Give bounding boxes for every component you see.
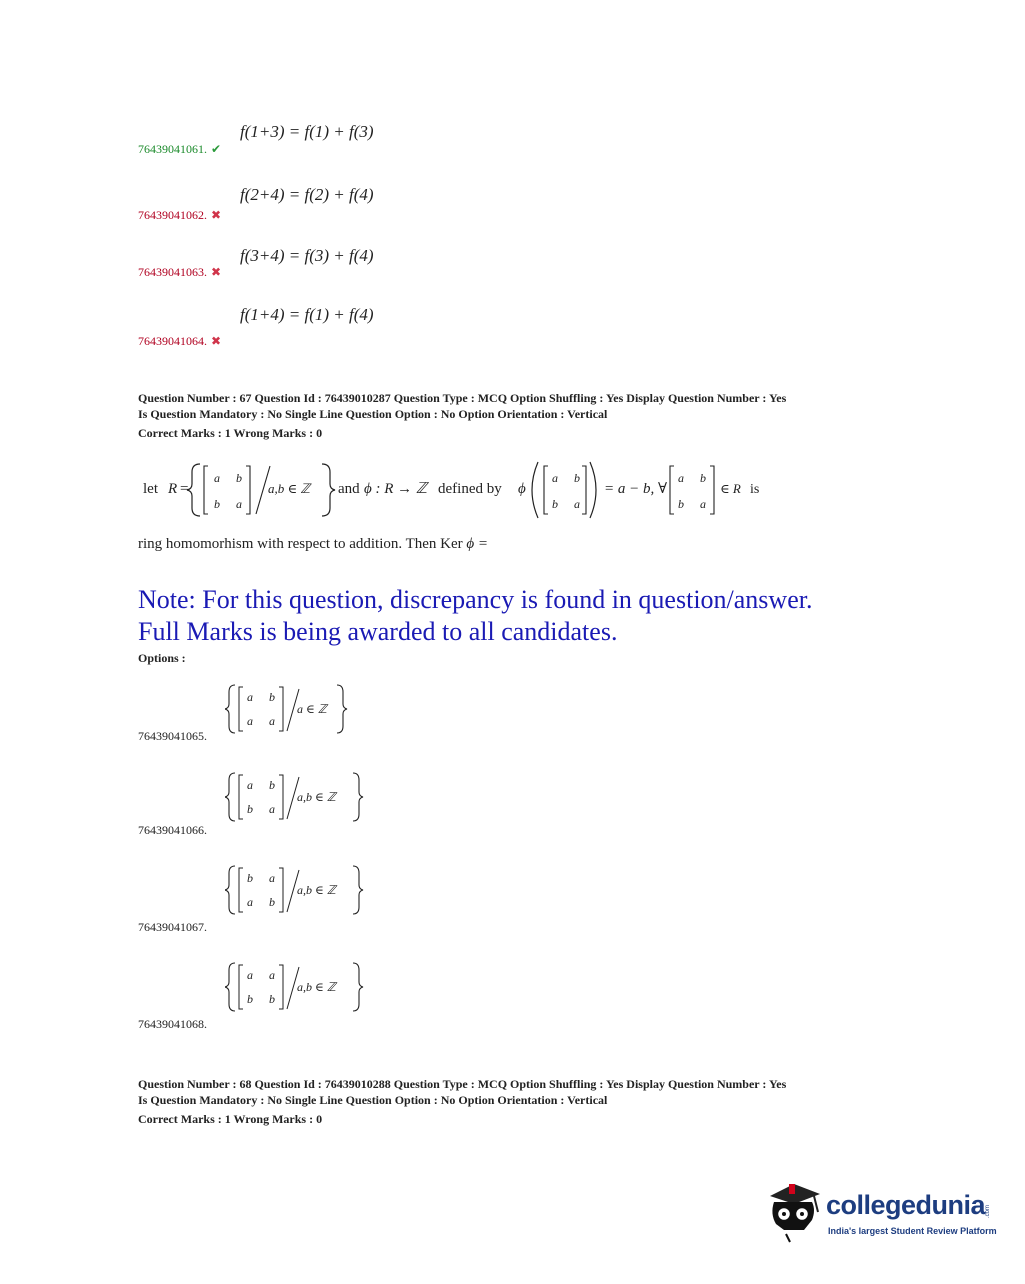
note-line: Full Marks is being awarded to all candidates. bbox=[138, 617, 618, 646]
option-math bbox=[225, 961, 375, 1013]
matrix-entry: a bbox=[269, 871, 275, 885]
question-text: ring homomorhism with respect to addition. Then Ker bbox=[138, 536, 463, 552]
set-condition: a,b ∈ ℤ bbox=[297, 790, 336, 804]
matrix-bracket-left bbox=[239, 965, 243, 1009]
set-condition: a ∈ ℤ bbox=[297, 702, 327, 716]
left-brace bbox=[225, 866, 235, 914]
right-brace bbox=[353, 963, 363, 1011]
matrix-entry: a bbox=[269, 802, 275, 816]
meta-line: Correct Marks : 1 Wrong Marks : 0 bbox=[138, 426, 323, 440]
matrix-entry: b bbox=[214, 497, 220, 511]
matrix-entry: b bbox=[269, 778, 275, 792]
discrepancy-note bbox=[138, 584, 812, 648]
option-id: 76439041065. bbox=[138, 729, 207, 743]
meta-line: Correct Marks : 1 Wrong Marks : 0 bbox=[138, 1112, 323, 1126]
option-id: 76439041063. bbox=[138, 265, 207, 279]
option-formula: f(2+4) = f(2) + f(4) bbox=[240, 185, 374, 204]
option-row bbox=[138, 263, 221, 281]
matrix-bracket-left bbox=[239, 775, 243, 819]
question-meta bbox=[138, 390, 958, 441]
set-symbol: R bbox=[168, 481, 178, 497]
mascot-icon bbox=[764, 1176, 826, 1246]
matrix-entry: b bbox=[247, 871, 253, 885]
paren-left bbox=[532, 462, 538, 518]
ker-phi: ϕ = bbox=[466, 536, 489, 552]
option-row bbox=[138, 140, 221, 158]
note-line: Note: For this question, discrepancy is found in question/answer. bbox=[138, 585, 813, 614]
option-id: 76439041064. bbox=[138, 334, 207, 348]
right-brace bbox=[322, 464, 335, 516]
set-condition: a,b ∈ ℤ bbox=[297, 883, 336, 897]
logo-com: .com bbox=[985, 1204, 991, 1218]
matrix-bracket-right bbox=[246, 466, 250, 514]
paren-right bbox=[590, 462, 596, 518]
question-statement bbox=[138, 458, 788, 522]
phi-symbol: ϕ bbox=[518, 481, 526, 497]
matrix-bracket-right bbox=[710, 466, 714, 514]
and-text: and bbox=[338, 481, 360, 497]
matrix-entry: b bbox=[269, 992, 275, 1006]
left-brace bbox=[225, 685, 235, 733]
option-math bbox=[225, 864, 375, 916]
defined-by-text: defined by bbox=[438, 481, 502, 497]
option-math bbox=[225, 771, 375, 823]
logo-name: collegedunia bbox=[826, 1190, 986, 1220]
matrix-entry: a bbox=[247, 968, 253, 982]
matrix-entry: b bbox=[574, 471, 580, 485]
matrix-entry: a bbox=[269, 968, 275, 982]
matrix-entry: a bbox=[678, 471, 684, 485]
option-row bbox=[138, 206, 221, 224]
options-label: Options : bbox=[138, 651, 186, 665]
let-text: let bbox=[143, 481, 158, 497]
option-formula: f(3+4) = f(3) + f(4) bbox=[240, 246, 374, 265]
matrix-entry: a bbox=[269, 714, 275, 728]
map-value: = a − b, ∀ bbox=[604, 481, 668, 497]
logo-tagline: India's largest Student Review Platform bbox=[828, 1226, 997, 1236]
collegedunia-logo[interactable] bbox=[764, 1176, 1004, 1246]
matrix-entry: b bbox=[678, 497, 684, 511]
is-text: is bbox=[750, 482, 760, 497]
map-definition: ϕ : R → ℤ bbox=[364, 481, 428, 497]
option-id: 76439041061. bbox=[138, 142, 207, 156]
option-id: 76439041068. bbox=[138, 1017, 207, 1031]
matrix-bracket-left bbox=[239, 687, 243, 731]
question-line bbox=[138, 536, 488, 553]
question-meta bbox=[138, 1076, 958, 1127]
right-brace bbox=[353, 866, 363, 914]
matrix-entry: b bbox=[269, 895, 275, 909]
option-math bbox=[225, 683, 365, 735]
set-condition: a,b ∈ ℤ bbox=[268, 481, 311, 496]
matrix-entry: a bbox=[236, 497, 242, 511]
option-formula: f(1+4) = f(1) + f(4) bbox=[240, 305, 374, 324]
matrix-entry: a bbox=[247, 778, 253, 792]
matrix-bracket-left bbox=[204, 466, 208, 514]
matrix-entry: b bbox=[269, 690, 275, 704]
matrix-bracket-right bbox=[279, 868, 283, 912]
matrix-entry: a bbox=[574, 497, 580, 511]
matrix-entry: b bbox=[236, 471, 242, 485]
cross-icon: ✖ bbox=[211, 208, 222, 222]
matrix-bracket-right bbox=[279, 775, 283, 819]
matrix-bracket-right bbox=[279, 965, 283, 1009]
matrix-bracket-right bbox=[279, 687, 283, 731]
matrix-bracket-left bbox=[544, 466, 548, 514]
option-row bbox=[138, 332, 221, 350]
matrix-entry: b bbox=[552, 497, 558, 511]
matrix-bracket-left bbox=[670, 466, 674, 514]
matrix-entry: a bbox=[247, 690, 253, 704]
left-brace bbox=[225, 773, 235, 821]
matrix-entry: a bbox=[700, 497, 706, 511]
equals-sign: = bbox=[180, 481, 189, 497]
matrix-entry: a bbox=[552, 471, 558, 485]
left-brace bbox=[225, 963, 235, 1011]
matrix-bracket-right bbox=[582, 466, 586, 514]
matrix-entry: a bbox=[247, 895, 253, 909]
matrix-bracket-left bbox=[239, 868, 243, 912]
option-id: 76439041067. bbox=[138, 920, 207, 934]
meta-line: Question Number : 67 Question Id : 76439010287 Question Type : MCQ Option Shuffling : Yes Display Question Number : Yes bbox=[138, 391, 787, 405]
option-formula: f(1+3) = f(1) + f(3) bbox=[240, 122, 374, 141]
matrix-entry: b bbox=[247, 992, 253, 1006]
left-brace bbox=[187, 464, 200, 516]
set-condition: a,b ∈ ℤ bbox=[297, 980, 336, 994]
meta-line: Question Number : 68 Question Id : 76439010288 Question Type : MCQ Option Shuffling : Yes Display Question Number : Yes bbox=[138, 1077, 787, 1091]
matrix-entry: b bbox=[700, 471, 706, 485]
option-id: 76439041062. bbox=[138, 208, 207, 222]
right-brace bbox=[353, 773, 363, 821]
check-icon: ✔ bbox=[211, 142, 222, 156]
matrix-entry: a bbox=[214, 471, 220, 485]
in-R: ∈ R bbox=[720, 481, 741, 496]
matrix-entry: b bbox=[247, 802, 253, 816]
cross-icon: ✖ bbox=[211, 334, 222, 348]
meta-line: Is Question Mandatory : No Single Line Question Option : No Option Orientation : Vertical bbox=[138, 407, 608, 421]
option-id: 76439041066. bbox=[138, 823, 207, 837]
meta-line: Is Question Mandatory : No Single Line Question Option : No Option Orientation : Vertical bbox=[138, 1093, 608, 1107]
right-brace bbox=[337, 685, 347, 733]
matrix-entry: a bbox=[247, 714, 253, 728]
cross-icon: ✖ bbox=[211, 265, 222, 279]
